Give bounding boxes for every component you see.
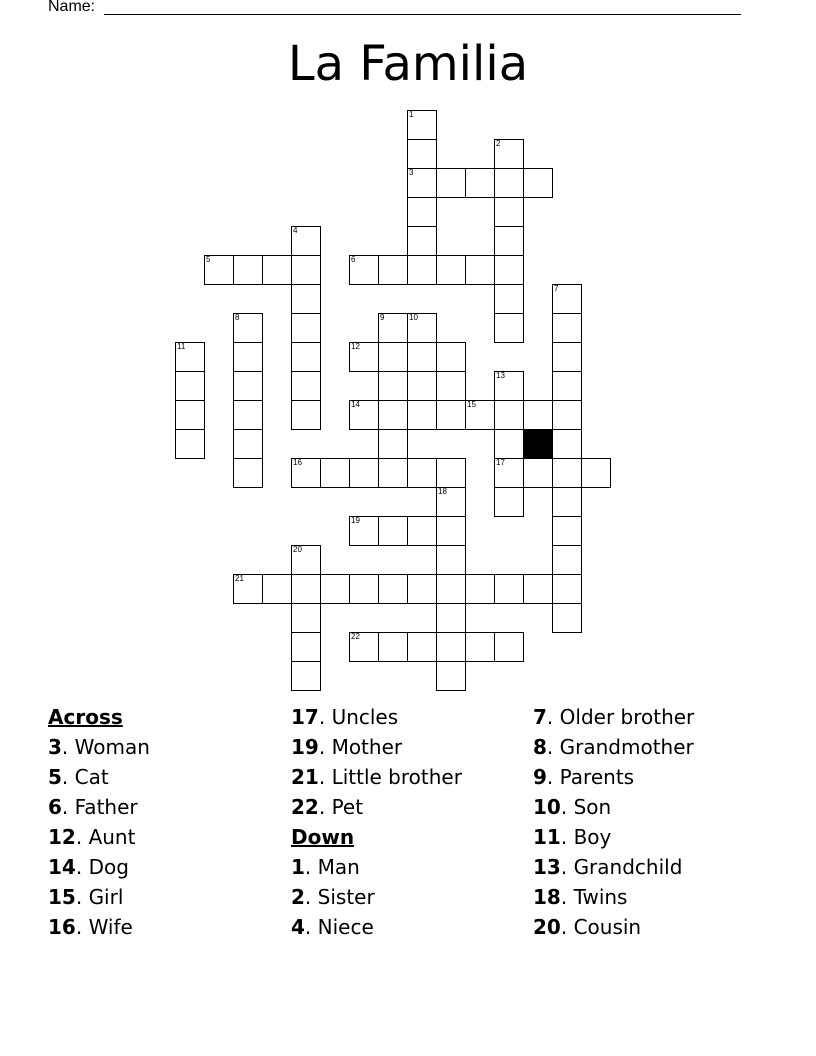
grid-cell[interactable] bbox=[494, 371, 524, 401]
grid-cell[interactable] bbox=[291, 661, 321, 691]
grid-cell[interactable] bbox=[378, 342, 408, 372]
grid-cell[interactable] bbox=[291, 255, 321, 285]
grid-cell[interactable] bbox=[494, 226, 524, 256]
grid-cell[interactable] bbox=[436, 400, 466, 430]
grid-cell[interactable] bbox=[552, 342, 582, 372]
grid-cell[interactable] bbox=[436, 574, 466, 604]
grid-cell[interactable] bbox=[552, 429, 582, 459]
cell-number: 20 bbox=[293, 545, 302, 554]
grid-cell[interactable] bbox=[494, 197, 524, 227]
grid-cell[interactable] bbox=[407, 516, 437, 546]
clue-down-9: 9. Parents bbox=[533, 765, 635, 789]
clue-down-18: 18. Twins bbox=[533, 885, 628, 909]
grid-cell[interactable] bbox=[378, 516, 408, 546]
grid-cell[interactable] bbox=[175, 342, 205, 372]
clue-column-3 bbox=[533, 702, 694, 942]
grid-cell[interactable] bbox=[436, 487, 466, 517]
grid-cell[interactable] bbox=[407, 400, 437, 430]
grid-cell[interactable] bbox=[523, 168, 553, 198]
grid-cell[interactable] bbox=[436, 371, 466, 401]
grid-cell[interactable] bbox=[233, 371, 263, 401]
grid-cell[interactable] bbox=[436, 632, 466, 662]
grid-cell[interactable] bbox=[494, 284, 524, 314]
grid-cell[interactable] bbox=[494, 429, 524, 459]
clue-down-2: 2. Sister bbox=[291, 885, 375, 909]
grid-cell[interactable] bbox=[291, 603, 321, 633]
page-title: La Familia bbox=[287, 36, 529, 92]
grid-cell[interactable] bbox=[407, 139, 437, 169]
grid-cell[interactable] bbox=[349, 400, 379, 430]
grid-cell[interactable] bbox=[349, 574, 379, 604]
grid-cell[interactable] bbox=[291, 545, 321, 575]
clue-down-20: 20. Cousin bbox=[533, 915, 642, 939]
grid-cell[interactable] bbox=[291, 284, 321, 314]
clue-across-22: 22. Pet bbox=[291, 795, 364, 819]
cell-number: 22 bbox=[351, 632, 360, 641]
grid-cell[interactable] bbox=[436, 545, 466, 575]
grid-cell[interactable] bbox=[407, 197, 437, 227]
grid-cell[interactable] bbox=[494, 487, 524, 517]
grid-cell[interactable] bbox=[494, 400, 524, 430]
grid-cell[interactable] bbox=[407, 458, 437, 488]
grid-cell[interactable] bbox=[523, 574, 553, 604]
grid-cell[interactable] bbox=[349, 458, 379, 488]
grid-cell[interactable] bbox=[552, 313, 582, 343]
grid-cell[interactable] bbox=[552, 516, 582, 546]
grid-cell[interactable] bbox=[233, 313, 263, 343]
clue-down-7: 7. Older brother bbox=[533, 705, 695, 729]
grid-cell[interactable] bbox=[552, 574, 582, 604]
grid-cell[interactable] bbox=[465, 255, 495, 285]
cell-number: 8 bbox=[235, 313, 240, 322]
grid-cell[interactable] bbox=[436, 168, 466, 198]
grid-cell[interactable] bbox=[378, 255, 408, 285]
grid-cell[interactable] bbox=[465, 168, 495, 198]
clue-down-8: 8. Grandmother bbox=[533, 735, 694, 759]
grid-cell[interactable] bbox=[233, 574, 263, 604]
cell-number: 11 bbox=[177, 342, 186, 351]
cell-number: 4 bbox=[293, 226, 298, 235]
grid-cell[interactable] bbox=[291, 313, 321, 343]
cell-number: 6 bbox=[351, 255, 356, 264]
grid-cell[interactable] bbox=[552, 545, 582, 575]
grid-cell[interactable] bbox=[407, 255, 437, 285]
grid-cell[interactable] bbox=[378, 313, 408, 343]
clue-down-4: 4. Niece bbox=[291, 915, 374, 939]
clue-column-1 bbox=[48, 702, 150, 942]
grid-cell[interactable] bbox=[175, 429, 205, 459]
grid-cell[interactable] bbox=[291, 371, 321, 401]
cell-number: 13 bbox=[496, 371, 505, 380]
grid-cell[interactable] bbox=[233, 342, 263, 372]
cell-number: 9 bbox=[380, 313, 385, 322]
grid-cell[interactable] bbox=[320, 574, 350, 604]
clue-across-15: 15. Girl bbox=[48, 885, 124, 909]
down-heading: Down bbox=[291, 825, 355, 849]
grid-cell[interactable] bbox=[465, 632, 495, 662]
grid-cell[interactable] bbox=[349, 632, 379, 662]
grid-cell[interactable] bbox=[465, 400, 495, 430]
grid-cell[interactable] bbox=[523, 400, 553, 430]
clue-across-21: 21. Little brother bbox=[291, 765, 462, 789]
grid-cell[interactable] bbox=[436, 255, 466, 285]
grid-cell[interactable] bbox=[407, 574, 437, 604]
grid-cell[interactable] bbox=[349, 342, 379, 372]
grid-cell[interactable] bbox=[552, 284, 582, 314]
grid-cell[interactable] bbox=[494, 458, 524, 488]
grid-cell[interactable] bbox=[494, 168, 524, 198]
cell-number: 14 bbox=[351, 400, 360, 409]
clue-across-6: 6. Father bbox=[48, 795, 138, 819]
cell-number: 2 bbox=[496, 139, 501, 148]
grid-cell[interactable] bbox=[233, 429, 263, 459]
cell-number: 15 bbox=[467, 400, 476, 409]
cell-number: 7 bbox=[554, 284, 559, 293]
grid-cell[interactable] bbox=[233, 458, 263, 488]
grid-cell[interactable] bbox=[407, 110, 437, 140]
grid-cell[interactable] bbox=[436, 516, 466, 546]
grid-cell[interactable] bbox=[378, 632, 408, 662]
cell-number: 5 bbox=[206, 255, 211, 264]
grid-cell[interactable] bbox=[494, 139, 524, 169]
grid-cell[interactable] bbox=[349, 516, 379, 546]
clue-across-5: 5. Cat bbox=[48, 765, 109, 789]
clue-down-13: 13. Grandchild bbox=[533, 855, 683, 879]
clue-across-16: 16. Wife bbox=[48, 915, 133, 939]
clue-across-14: 14. Dog bbox=[48, 855, 129, 879]
grid-cell[interactable] bbox=[291, 632, 321, 662]
grid-cell[interactable] bbox=[465, 574, 495, 604]
grid-cell[interactable] bbox=[494, 632, 524, 662]
grid-cell[interactable] bbox=[175, 400, 205, 430]
name-label: Name: bbox=[48, 0, 96, 15]
blocked-cell bbox=[523, 429, 553, 459]
cell-number: 12 bbox=[351, 342, 360, 351]
cell-number: 10 bbox=[409, 313, 418, 322]
clue-column-2 bbox=[291, 702, 462, 942]
grid-cell[interactable] bbox=[407, 226, 437, 256]
grid-cell[interactable] bbox=[436, 458, 466, 488]
grid-cell[interactable] bbox=[436, 342, 466, 372]
clue-across-12: 12. Aunt bbox=[48, 825, 136, 849]
grid-cell[interactable] bbox=[407, 632, 437, 662]
clue-down-1: 1. Man bbox=[291, 855, 360, 879]
grid-cell[interactable] bbox=[291, 458, 321, 488]
grid-cell[interactable] bbox=[204, 255, 234, 285]
clue-across-17: 17. Uncles bbox=[291, 705, 399, 729]
grid-cell[interactable] bbox=[291, 574, 321, 604]
grid-cell[interactable] bbox=[552, 371, 582, 401]
grid-cell[interactable] bbox=[233, 400, 263, 430]
clue-down-10: 10. Son bbox=[533, 795, 612, 819]
grid-cell[interactable] bbox=[262, 255, 292, 285]
grid-cell[interactable] bbox=[378, 574, 408, 604]
grid-cell[interactable] bbox=[320, 458, 350, 488]
grid-cell[interactable] bbox=[175, 371, 205, 401]
grid-cell[interactable] bbox=[407, 168, 437, 198]
grid-cell[interactable] bbox=[291, 400, 321, 430]
grid-cell[interactable] bbox=[494, 574, 524, 604]
grid-cell[interactable] bbox=[378, 400, 408, 430]
grid-cell[interactable] bbox=[407, 342, 437, 372]
grid-cell[interactable] bbox=[291, 226, 321, 256]
grid-cell[interactable] bbox=[233, 255, 263, 285]
clue-across-3: 3. Woman bbox=[48, 735, 150, 759]
grid-cell[interactable] bbox=[378, 429, 408, 459]
cell-number: 21 bbox=[235, 574, 244, 583]
grid-cell[interactable] bbox=[407, 313, 437, 343]
grid-cell[interactable] bbox=[436, 603, 466, 633]
grid-cell[interactable] bbox=[494, 255, 524, 285]
clue-across-19: 19. Mother bbox=[291, 735, 403, 759]
cell-number: 19 bbox=[351, 516, 360, 525]
grid-cell[interactable] bbox=[494, 313, 524, 343]
grid-cell[interactable] bbox=[349, 255, 379, 285]
cell-number: 1 bbox=[409, 110, 414, 119]
cell-number: 3 bbox=[409, 168, 414, 177]
clue-down-11: 11. Boy bbox=[533, 825, 612, 849]
grid-cell[interactable] bbox=[378, 458, 408, 488]
cell-number: 17 bbox=[496, 458, 505, 467]
grid-cell[interactable] bbox=[378, 371, 408, 401]
grid-cell[interactable] bbox=[523, 458, 553, 488]
across-heading: Across bbox=[48, 705, 123, 729]
cell-number: 16 bbox=[293, 458, 302, 467]
cell-number: 18 bbox=[438, 487, 447, 496]
grid-cell[interactable] bbox=[581, 458, 611, 488]
grid-cell[interactable] bbox=[291, 342, 321, 372]
grid-cell[interactable] bbox=[552, 603, 582, 633]
grid-cell[interactable] bbox=[552, 458, 582, 488]
grid-cell[interactable] bbox=[552, 400, 582, 430]
grid-cell[interactable] bbox=[262, 574, 292, 604]
grid-cell[interactable] bbox=[552, 487, 582, 517]
grid-cell[interactable] bbox=[436, 661, 466, 691]
